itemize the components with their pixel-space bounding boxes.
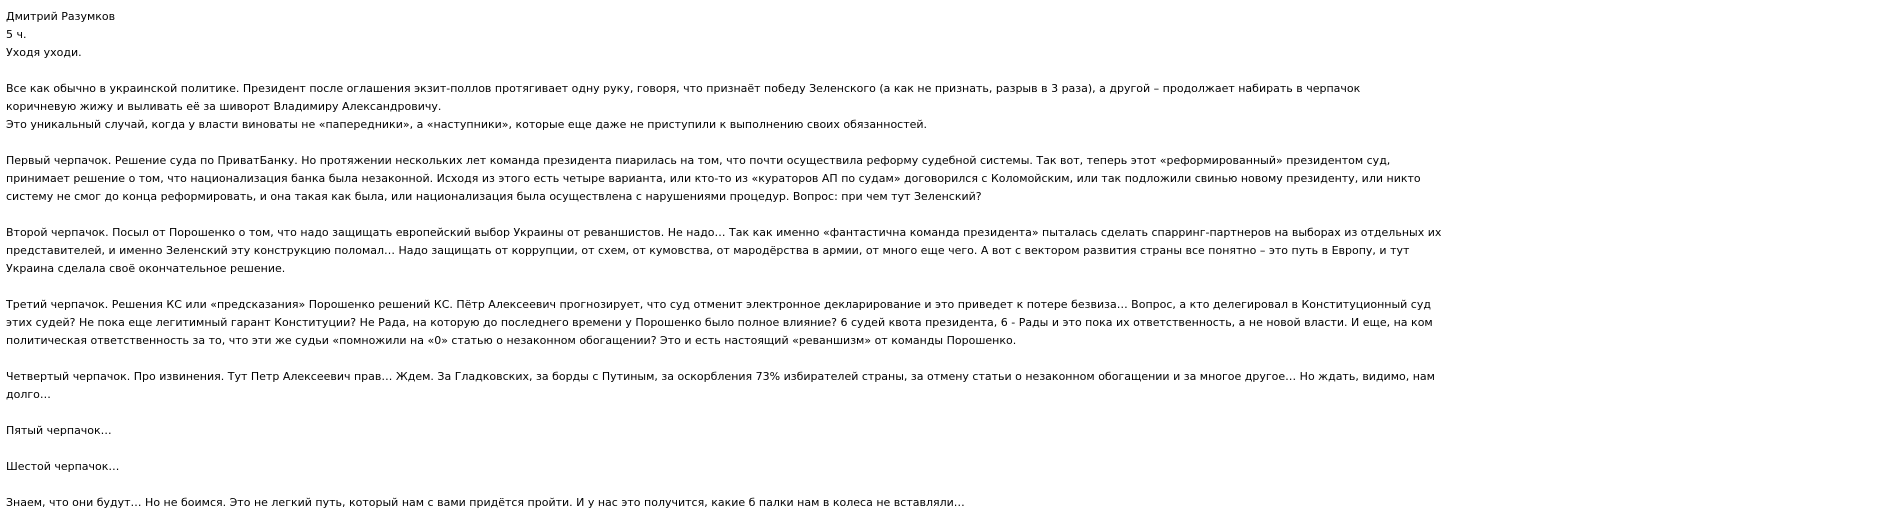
paragraph: [6, 494, 1882, 512]
text-line: этих судей? Не пока еще легитимный гарант Конституции? Не Рада, на которую до последнего времени у Порошенко было полное влияние? 6 судей квота президента, 6 - Рады и это пока их ответственность, а не новой власти. И еще, на ком: [6, 316, 1433, 329]
text-line: долго…: [6, 388, 51, 401]
paragraph: [6, 152, 1882, 206]
text-line: Второй черпачок. Посыл от Порошенко о том, что надо защищать европейский выбор Украины от реваншистов. Не надо… Так как именно «фантастична команда президента» пыталась сделать спарринг-партнеров на выборах из отдельных их: [6, 226, 1442, 239]
text-line: Первый черпачок. Решение суда по ПриватБанку. Но протяжении нескольких лет команда президента пиарилась на том, что почти осуществила реформу судебной системы. Так вот, теперь этот «реформированный» президентом суд,: [6, 154, 1391, 167]
text-line: политическая ответственность за то, что эти же судьи «помножили на «0» статью о незаконном обогащении? Это и есть настоящий «реваншизм» от команды Порошенко.: [6, 334, 1017, 347]
text-line: коричневую жижу и выливать её за шиворот Владимиру Александровичу.: [6, 100, 442, 113]
text-line: Все как обычно в украинской политике. Президент после оглашения экзит-поллов протягивает одну руку, говоря, что признаёт победу Зеленского (а как не признать, разрыв в 3 раза), а другой – продолжает набирать в черпачок: [6, 82, 1361, 95]
post-title: Уходя уходи.: [6, 46, 82, 59]
text-line: Четвертый черпачок. Про извинения. Тут Петр Алексеевич прав… Ждем. За Гладковских, за борды с Путиным, за оскорбления 73% избирателей страны, за отмену статьи о незаконном обогащении и за многое другое… Но ждать, видимо, нам: [6, 370, 1435, 383]
text-line: Украина сделала своё окончательное решение.: [6, 262, 286, 275]
text-line: Шестой черпачок…: [6, 460, 120, 473]
post: [6, 8, 1882, 512]
text-line: Третий черпачок. Решения КС или «предсказания» Порошенко решений КС. Пётр Алексеевич прогнозирует, что суд отменит электронное декларирование и это приведет к потере безвиза… Вопрос, а кто делегировал в Конституционный суд: [6, 298, 1431, 311]
text-line: систему не смог до конца реформировать, и она такая как была, или национализация была осуществлена с нарушениями процедур. Вопрос: при чем тут Зеленский?: [6, 190, 982, 203]
text-line: представителей, и именно Зеленский эту конструкцию поломал… Надо защищать от коррупции, от схем, от кумовства, от мародёрства в армии, от много еще чего. А вот с вектором развития страны все понятно – это путь в Европу, и тут: [6, 244, 1410, 257]
paragraph: [6, 296, 1882, 350]
post-time[interactable]: 5 ч.: [6, 28, 27, 41]
author-name[interactable]: Дмитрий Разумков: [6, 10, 116, 23]
paragraph: [6, 458, 1882, 476]
text-line: Пятый черпачок…: [6, 424, 112, 437]
text-line: Это уникальный случай, когда у власти виноваты не «папередники», а «наступники», которые еще даже не приступили к выполнению своих обязанностей.: [6, 118, 928, 131]
paragraph: [6, 224, 1882, 278]
paragraph: [6, 80, 1882, 134]
paragraph: [6, 368, 1882, 404]
text-line: принимает решение о том, что национализация банка была незаконной. Исходя из этого есть четыре варианта, или кто-то из «кураторов АП по судам» договорился с Коломойским, или так подложили свинью новому президенту, или никто: [6, 172, 1421, 185]
text-line: Знаем, что они будут… Но не боимся. Это не легкий путь, который нам с вами придётся пройти. И у нас это получится, какие б палки нам в колеса не вставляли…: [6, 496, 965, 509]
paragraph: [6, 422, 1882, 440]
post-header: [6, 8, 1882, 62]
